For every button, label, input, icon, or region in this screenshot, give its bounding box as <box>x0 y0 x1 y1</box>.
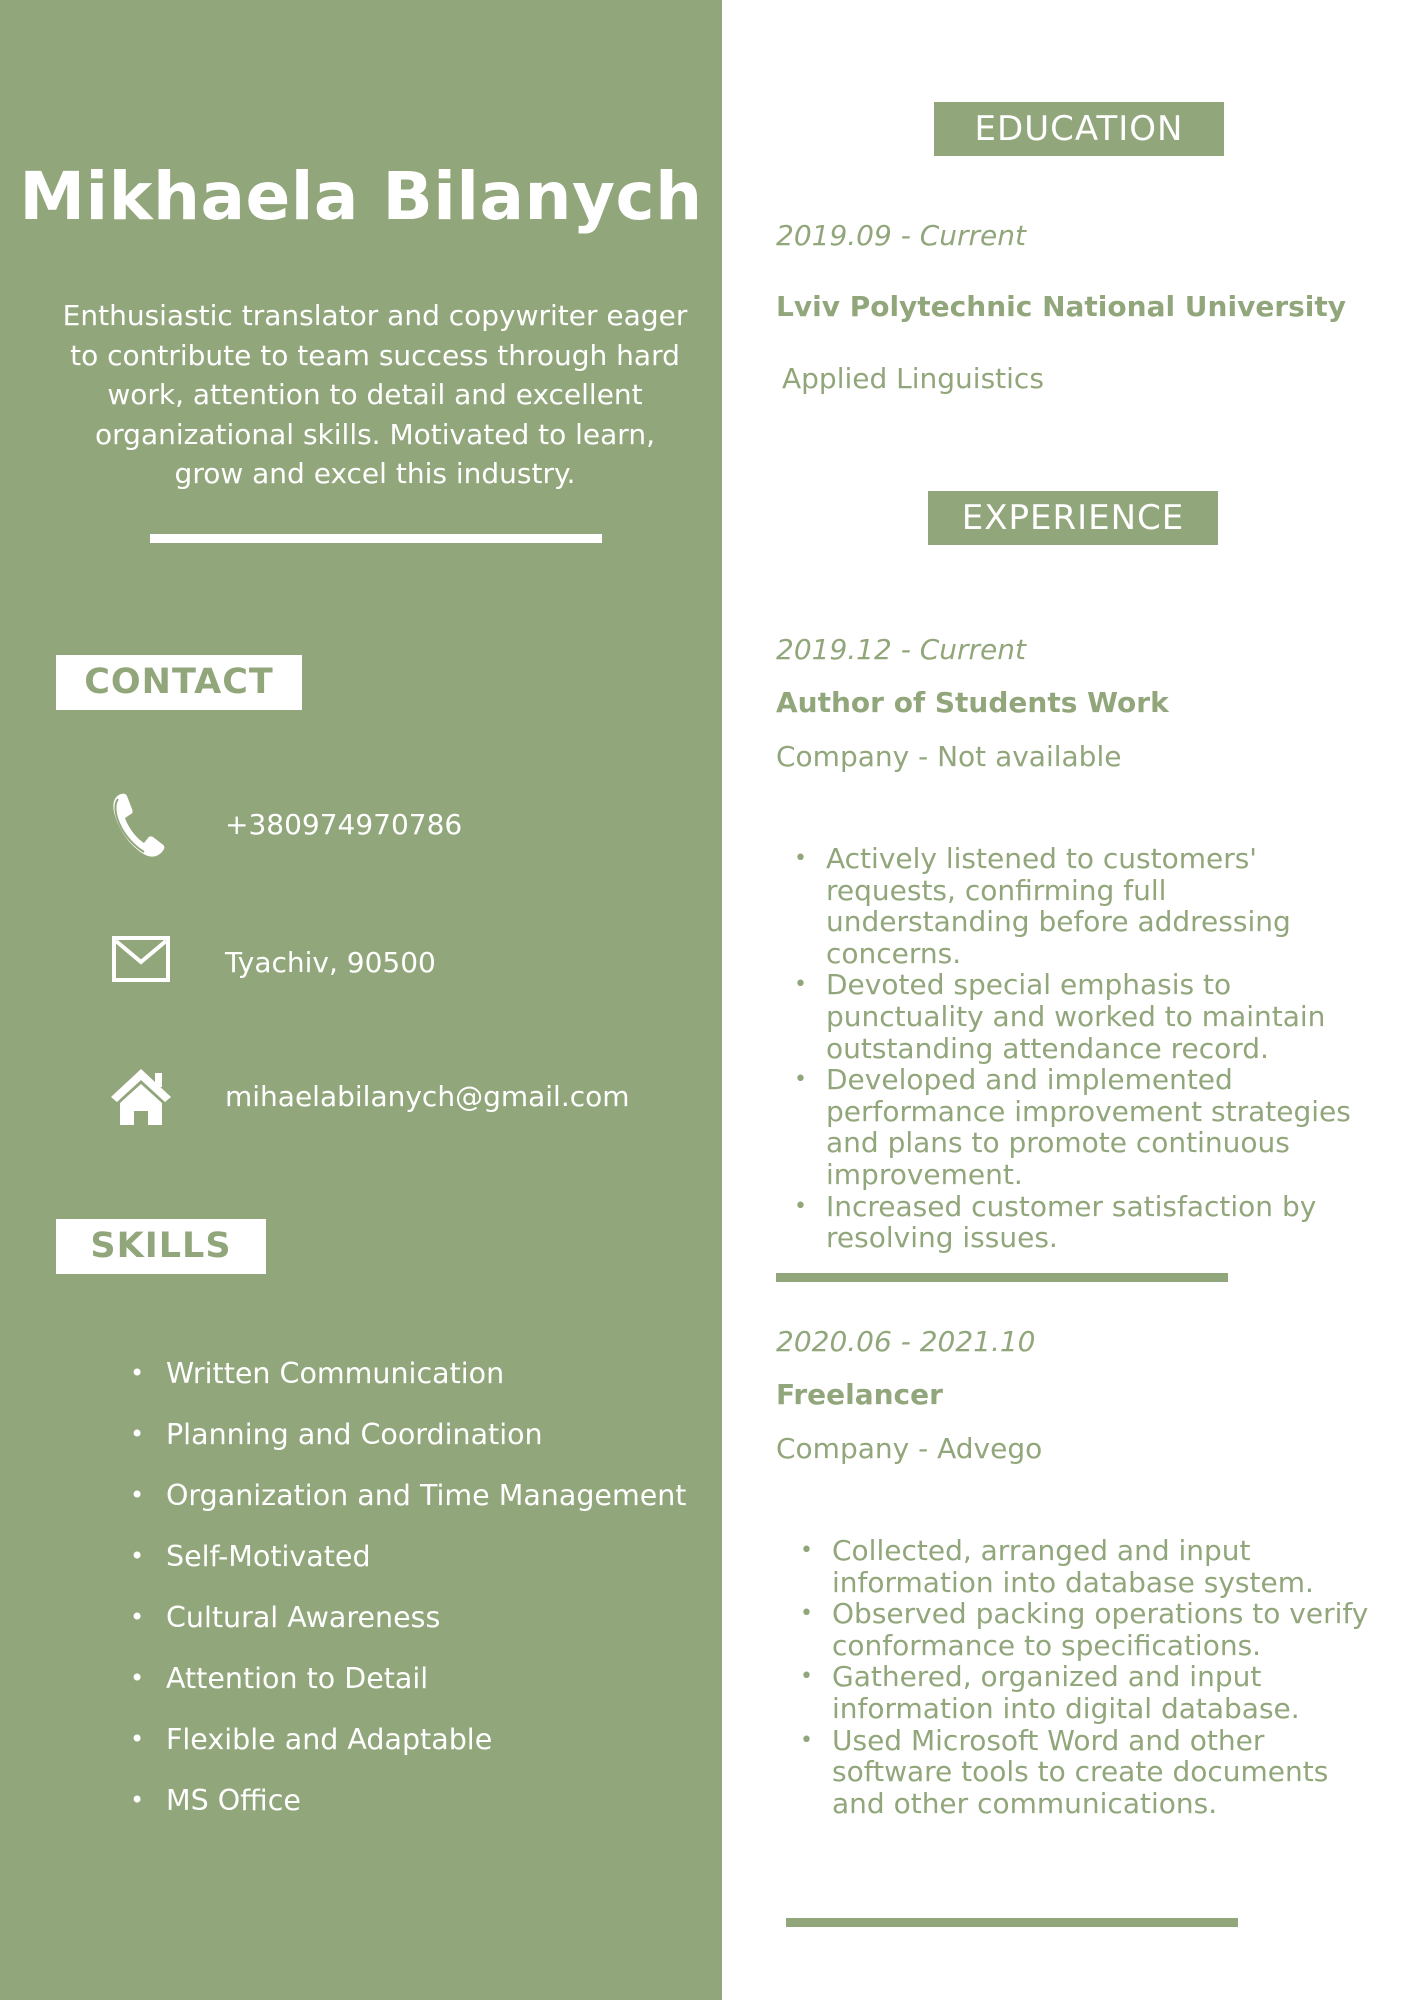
job-title: Freelancer <box>776 1378 943 1411</box>
skill-item: • MS Office <box>130 1785 690 1816</box>
contact-address-row <box>0 930 722 1010</box>
job-bullet: • Collected, arranged and input information into database system. <box>796 1535 1376 1598</box>
contact-phone: +380974970786 <box>225 808 463 841</box>
skill-item: • Cultural Awareness <box>130 1602 690 1633</box>
education-date: 2019.09 - Current <box>776 219 1026 252</box>
job-date: 2019.12 - Current <box>776 633 1026 666</box>
profile-summary: Enthusiastic translator and copywriter eager to contribute to team success through hard work, attention to detail and excellent organizational skills. Motivated to learn, grow and excel this industry. <box>62 299 688 490</box>
job-bullet: • Gathered, organized and input information into digital database. <box>796 1661 1376 1724</box>
job-company: Company - Advego <box>776 1432 1043 1465</box>
education-heading: EDUCATION <box>934 102 1224 156</box>
experience-divider <box>776 1273 1228 1282</box>
experience-heading: EXPERIENCE <box>928 491 1218 545</box>
skill-item: • Organization and Time Management <box>130 1480 690 1511</box>
contact-heading: CONTACT <box>56 655 302 710</box>
contact-email[interactable]: mihaelabilanych@gmail.com <box>225 1080 630 1113</box>
contact-address: Tyachiv, 90500 <box>225 946 436 979</box>
job-bullets <box>796 1535 1376 1819</box>
candidate-name: Mikhaela Bilanych <box>19 158 703 235</box>
skill-item: • Planning and Coordination <box>130 1419 690 1450</box>
contact-phone-row <box>0 790 722 870</box>
education-institution: Lviv Polytechnic National University <box>776 290 1347 323</box>
job-title: Author of Students Work <box>776 686 1169 719</box>
sidebar-divider <box>150 534 602 543</box>
job-date: 2020.06 - 2021.10 <box>776 1325 1036 1358</box>
house-icon <box>108 1065 174 1135</box>
job-bullet: • Developed and implemented performance improvement strategies and plans to promote continuous improvement. <box>790 1064 1370 1190</box>
experience-end-divider <box>786 1918 1238 1927</box>
job-bullets <box>790 843 1370 1254</box>
skill-item: • Flexible and Adaptable <box>130 1724 690 1755</box>
job-bullet: • Observed packing operations to verify conformance to specifications. <box>796 1598 1376 1661</box>
contact-email-row <box>0 1065 722 1145</box>
skill-item: • Written Communication <box>130 1358 690 1389</box>
skills-heading: SKILLS <box>56 1219 266 1274</box>
job-bullet: • Devoted special emphasis to punctuality and worked to maintain outstanding attendance record. <box>790 969 1370 1064</box>
envelope-icon <box>108 930 174 1000</box>
skills-list <box>130 1358 690 1816</box>
job-bullet: • Actively listened to customers' requests, confirming full understanding before addressing concerns. <box>790 843 1370 969</box>
job-bullet: • Increased customer satisfaction by resolving issues. <box>790 1191 1370 1254</box>
skill-item: • Attention to Detail <box>130 1663 690 1694</box>
education-field: Applied Linguistics <box>782 362 1044 395</box>
job-company: Company - Not available <box>776 740 1122 773</box>
phone-icon <box>108 790 174 860</box>
job-bullet: • Used Microsoft Word and other software tools to create documents and other communications. <box>796 1725 1376 1820</box>
skill-item: • Self-Motivated <box>130 1541 690 1572</box>
